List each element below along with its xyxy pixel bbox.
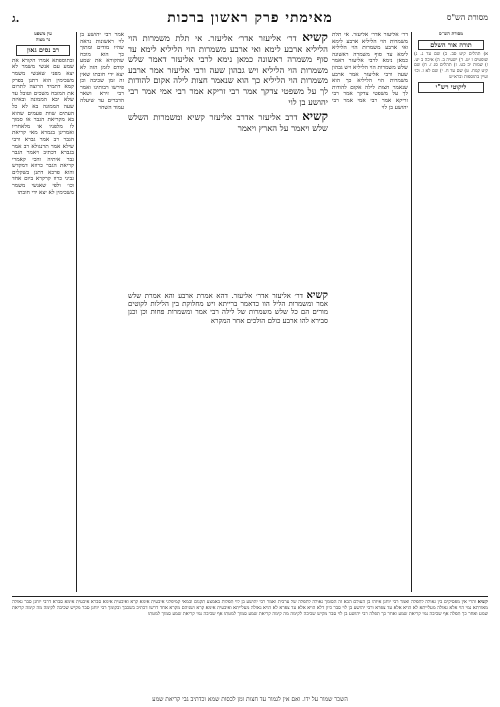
column-divider <box>411 32 412 592</box>
bottom-text: והרי אין מפסיקים בין גאולה לתפלה ואמר רבי יוחנן איזהו בן העולם הבא זה הסומך גאולה לתפלה של ערבית ואמר רבי יהושע בן לוי תפלות באמצע תקנום ובמאי קמיפלגי איבעית אימא קרא ואיבעית אימא סברא איבעית אימא סברא דרבי יוחנן סבר גאולה מאורתא נמי הוי אלא גאולה מעלייתא לא הויא אלא עד צפרא ורבי יהושע בן לוי סבר כיון דלא הויא אלא עד צפרא לא הויא גאולה מעלייתא ואיבעית אימא קרא ושניהם מקרא אחד דרשו דכתיב בשכבך ובקומך רבי יוחנן סבר מקיש שכיבה לקימה מה קימה קריאת שמע ואחר כך תפלה אף שכיבה נמי קריאת שמע ואחר כך תפלה רבי יהושע בן לוי סבר מקיש שכיבה לקימה מה קימה קריאת שמע סמוך למטתו אף שכיבה נמי קריאת שמע סמוך למטתו <box>12 600 488 617</box>
right-column-label: מסורת הש"ס <box>438 32 464 37</box>
bottom-commentary <box>12 600 488 696</box>
left-column-label: עין משפט נר מצוה <box>34 32 52 43</box>
right-inner-body: דר׳ אליעזר אדר׳ אליעזר. אי תלת משמרות הוי הליליא ארבע לימא ואי ארבע משמרות הוי הליליא לימא עד סוף משמרה ראשונה כמאן נימא לרבי אליעזר דאמר שלש משמרות הוי הליליא ויש גבהון שעה ורבי אליעזר אמר ארבע משמרות הוי הליליא כך הוא שנאמר חצות לילה אקום להודות לך על משפטי צדקך אמר רבי זריקא אמר רבי אמי אמר רבי יהושע בן לוי <box>332 32 408 111</box>
left-inner-text: אמר רבי יהושע בן לוי ראשונות נראה שהיו מודים ומתוך כך הוא מוכח שהקורא את שמע קודם לזמן הזה לא יצא ידי חובתו שאין זה זמן שכיבה וכן פירשו רבותינו ואמר רבי זירא ושאר הדברים עד שיעלה עמוד השחר <box>80 32 124 111</box>
main-lower-commentary <box>128 292 328 592</box>
right-column <box>414 32 488 592</box>
page-title: מאימתי פרק ראשון ברכות <box>167 10 333 26</box>
right-section-head-2: ליקוטי רש"י <box>418 82 484 93</box>
left-section-head: רב נסים גאון <box>16 45 70 56</box>
left-column-text: ובתוספתא אמרו הקורא את שמע עם אנשי משמר לא יצא מפני שאנשי משמר משכימין הוא דתנן בפרק קמא דתמיד הרוצה לתרום את המזבח משכים וטובל עד שלא יבא הממונה ובאיזה שעה הממונה בא לא כל העתים שוות פעמים שהוא בא מקריאת הגבר או סמוך לו מלפניו או מלאחריו ואמרינן בגמרא מאי קריאת הגבר רב אמר גברא ורבי שילא אמר תרנגולא רב אמר בגברא דכתיב ויאמר הגבר גבר איתיה והכי קאמרי קריאת הגבר כרוזא דמקדש והוא פרכא דתנן בשקלים גביני כרוז קרקרא ביום אחד וכו׳ ולפי שאנשי משמר משכימין לא יצא ידי חובתו <box>12 57 74 196</box>
left-inner-column <box>80 32 124 592</box>
page-header <box>0 10 500 28</box>
bottom-divider <box>12 596 488 597</box>
main-opening-word: קשיא <box>302 32 328 44</box>
main-second-opening: קשיא <box>302 109 328 124</box>
page-footer: השכר שמור על ידו. ואם אין לגמור עד חצות ומן לכסות שמא וכדתיב גבי קריאת שמע <box>152 696 348 703</box>
bottom-opening: קשיא <box>477 600 488 605</box>
main-second-text: דרב אליעזר אדרב אליעזר קשיא ומשמרות השלש שלש ויאמר על הארץ ויאמר <box>128 112 328 133</box>
column-divider <box>76 32 77 592</box>
right-inner-column <box>332 32 408 592</box>
main-text: דר׳ אליעזר אדר׳ אליעזר. אי תלת משמרות הוי הליליא ארבע לימא ואי ארבע משמרות הוי הליליא לימא עד סוף משמרה ראשונה כמאן נימא לרבי אליעזר דאמר שלש משמרות הוי הליליא ויש גבהון שעה ורבי אליעזר אמר ארבע משמרות הוי הליליא כך הוא שנאמר חצות לילה אקום להודות לך על משפטי צדקך אמר רבי זריקא אמר רבי אמי אמר רבי יהושע בן לוי <box>128 33 328 107</box>
main-text-block <box>128 32 328 290</box>
right-inner-opening: קשיא <box>306 292 328 301</box>
right-section-head: תורה אור השלם <box>418 40 484 51</box>
page-reference: מסורת הש"ס <box>446 13 488 22</box>
right-column-refs: א) תהלים קיט סב. ב) שם עד ג. ג) שופטים ז יט. ד) ישעיה ב. ה) איכה ב יט. ו) שמות יב כט. ז) תהלים סג ז. ח) שם קיט קמח. ט) שם עד ח. י) שם לא ו. וכו׳ ועיין בתוספות וברא״ש <box>414 52 488 80</box>
right-inner-text: דר׳ אליעזר אדר׳ אליעזר. דהא אמרת ארבע והא אמרת שלש אמר ומשמרות הליל הוו כדאמר ברייתא ויש מחלוקת בין הלילות לקוטים מורים הם כל שלש משמרות של לילה רבי אמר ומשמרות פחות וכן וכנן סבירא להו ארבע כולם הולכים אחר המקרא <box>128 292 328 325</box>
page-number: ג. <box>12 12 20 25</box>
left-column <box>12 32 74 592</box>
